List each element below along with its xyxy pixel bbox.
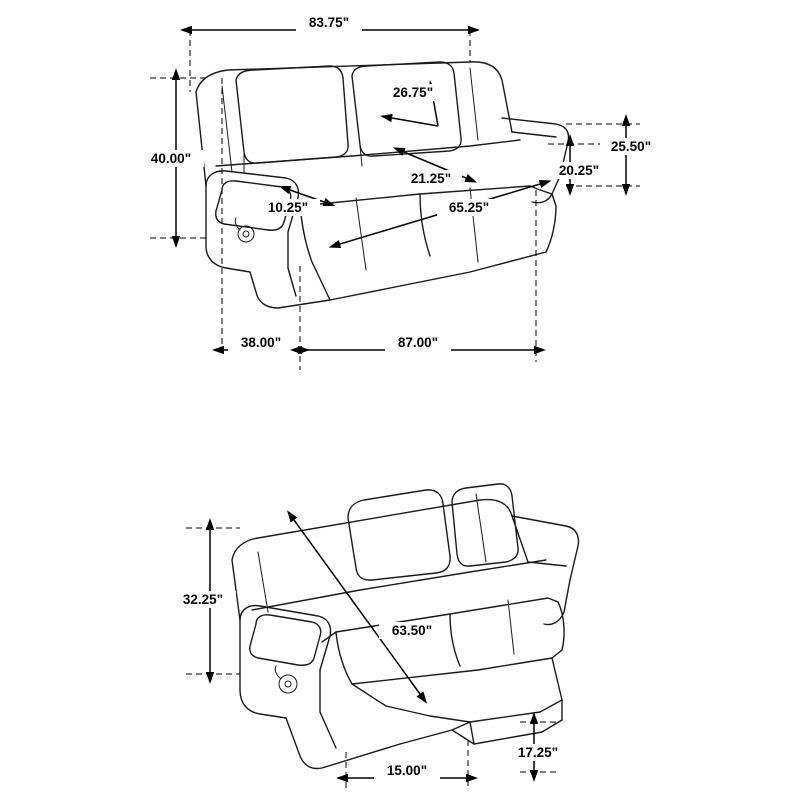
dim-26-75-label: 26.75" [392, 85, 434, 100]
dim-65-25-label: 65.25" [448, 200, 490, 215]
dim-38-00-label: 38.00" [240, 335, 282, 350]
dim-21-25-label: 21.25" [410, 171, 452, 186]
dim-15-00-label: 15.00" [386, 763, 428, 778]
dim-20-25-label: 20.25" [558, 163, 600, 178]
dim-10-25-label: 10.25" [267, 200, 309, 215]
top-view-dimensions [138, 14, 664, 370]
dim-83-75-label: 83.75" [308, 15, 350, 30]
dim-25-50-label: 25.50" [610, 139, 652, 154]
dim-32-25-label: 32.25" [182, 592, 224, 607]
dim-63-50-label: 63.50" [391, 623, 433, 638]
dim-87-00-label: 87.00" [397, 335, 439, 350]
dim-40-00-label: 40.00" [150, 151, 192, 166]
dim-17-25-label: 17.25" [517, 745, 559, 760]
